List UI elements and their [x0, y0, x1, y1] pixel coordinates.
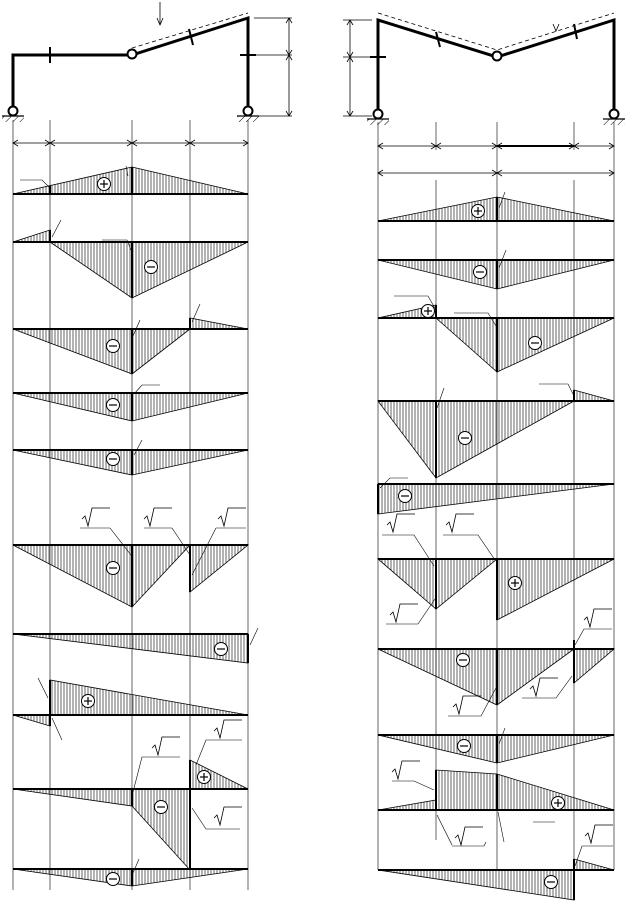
circled-minus-icon — [107, 340, 120, 353]
right-diagram-9 — [378, 761, 614, 846]
circled-minus-icon — [458, 740, 471, 753]
left-diagram-10 — [13, 859, 248, 886]
circled-plus-icon — [552, 797, 565, 810]
left-diagram-3 — [13, 304, 248, 374]
left-diagram-5 — [13, 440, 248, 475]
circled-minus-icon — [399, 490, 412, 503]
right-diagram-6 — [378, 514, 614, 624]
right-diagram-10 — [378, 825, 614, 900]
pin-support-icon — [237, 107, 259, 123]
circled-minus-icon — [107, 873, 120, 886]
left-diagram-6 — [13, 508, 248, 607]
hinge-icon — [128, 50, 137, 59]
left-diagram-2 — [13, 220, 248, 298]
circled-minus-icon — [107, 562, 120, 575]
circled-minus-icon — [457, 654, 470, 667]
right-frame-structure — [343, 13, 614, 180]
circled-minus-icon — [545, 876, 558, 889]
right-diagram-8 — [378, 728, 614, 763]
right-diagram-1 — [378, 192, 614, 221]
pin-support-icon — [2, 107, 24, 123]
circled-minus-icon — [215, 643, 228, 656]
circled-plus-icon — [509, 577, 522, 590]
right-diagram-3 — [378, 296, 614, 372]
circled-minus-icon — [155, 801, 168, 814]
right-diagram-7 — [378, 609, 614, 716]
left-frame-structure — [13, 2, 292, 150]
circled-minus-icon — [459, 432, 472, 445]
circled-minus-icon — [107, 399, 120, 412]
circled-plus-icon — [198, 771, 211, 784]
circled-plus-icon — [422, 305, 435, 318]
circled-minus-icon — [474, 266, 487, 279]
right-diagram-2 — [378, 250, 614, 289]
left-diagram-4 — [13, 385, 248, 421]
circled-plus-icon — [98, 178, 111, 191]
hinge-icon — [493, 52, 502, 61]
right-diagram-5 — [378, 478, 614, 514]
circled-plus-icon — [472, 205, 485, 218]
left-diagram-9 — [13, 720, 248, 870]
circled-minus-icon — [145, 261, 158, 274]
circled-plus-icon — [82, 695, 95, 708]
circled-minus-icon — [529, 337, 542, 350]
left-diagram-1 — [13, 166, 248, 194]
circled-minus-icon — [107, 453, 120, 466]
pin-support-icon — [603, 110, 625, 126]
right-diagram-4 — [378, 384, 614, 478]
pin-support-icon — [367, 110, 389, 126]
left-diagram-8 — [13, 678, 248, 740]
